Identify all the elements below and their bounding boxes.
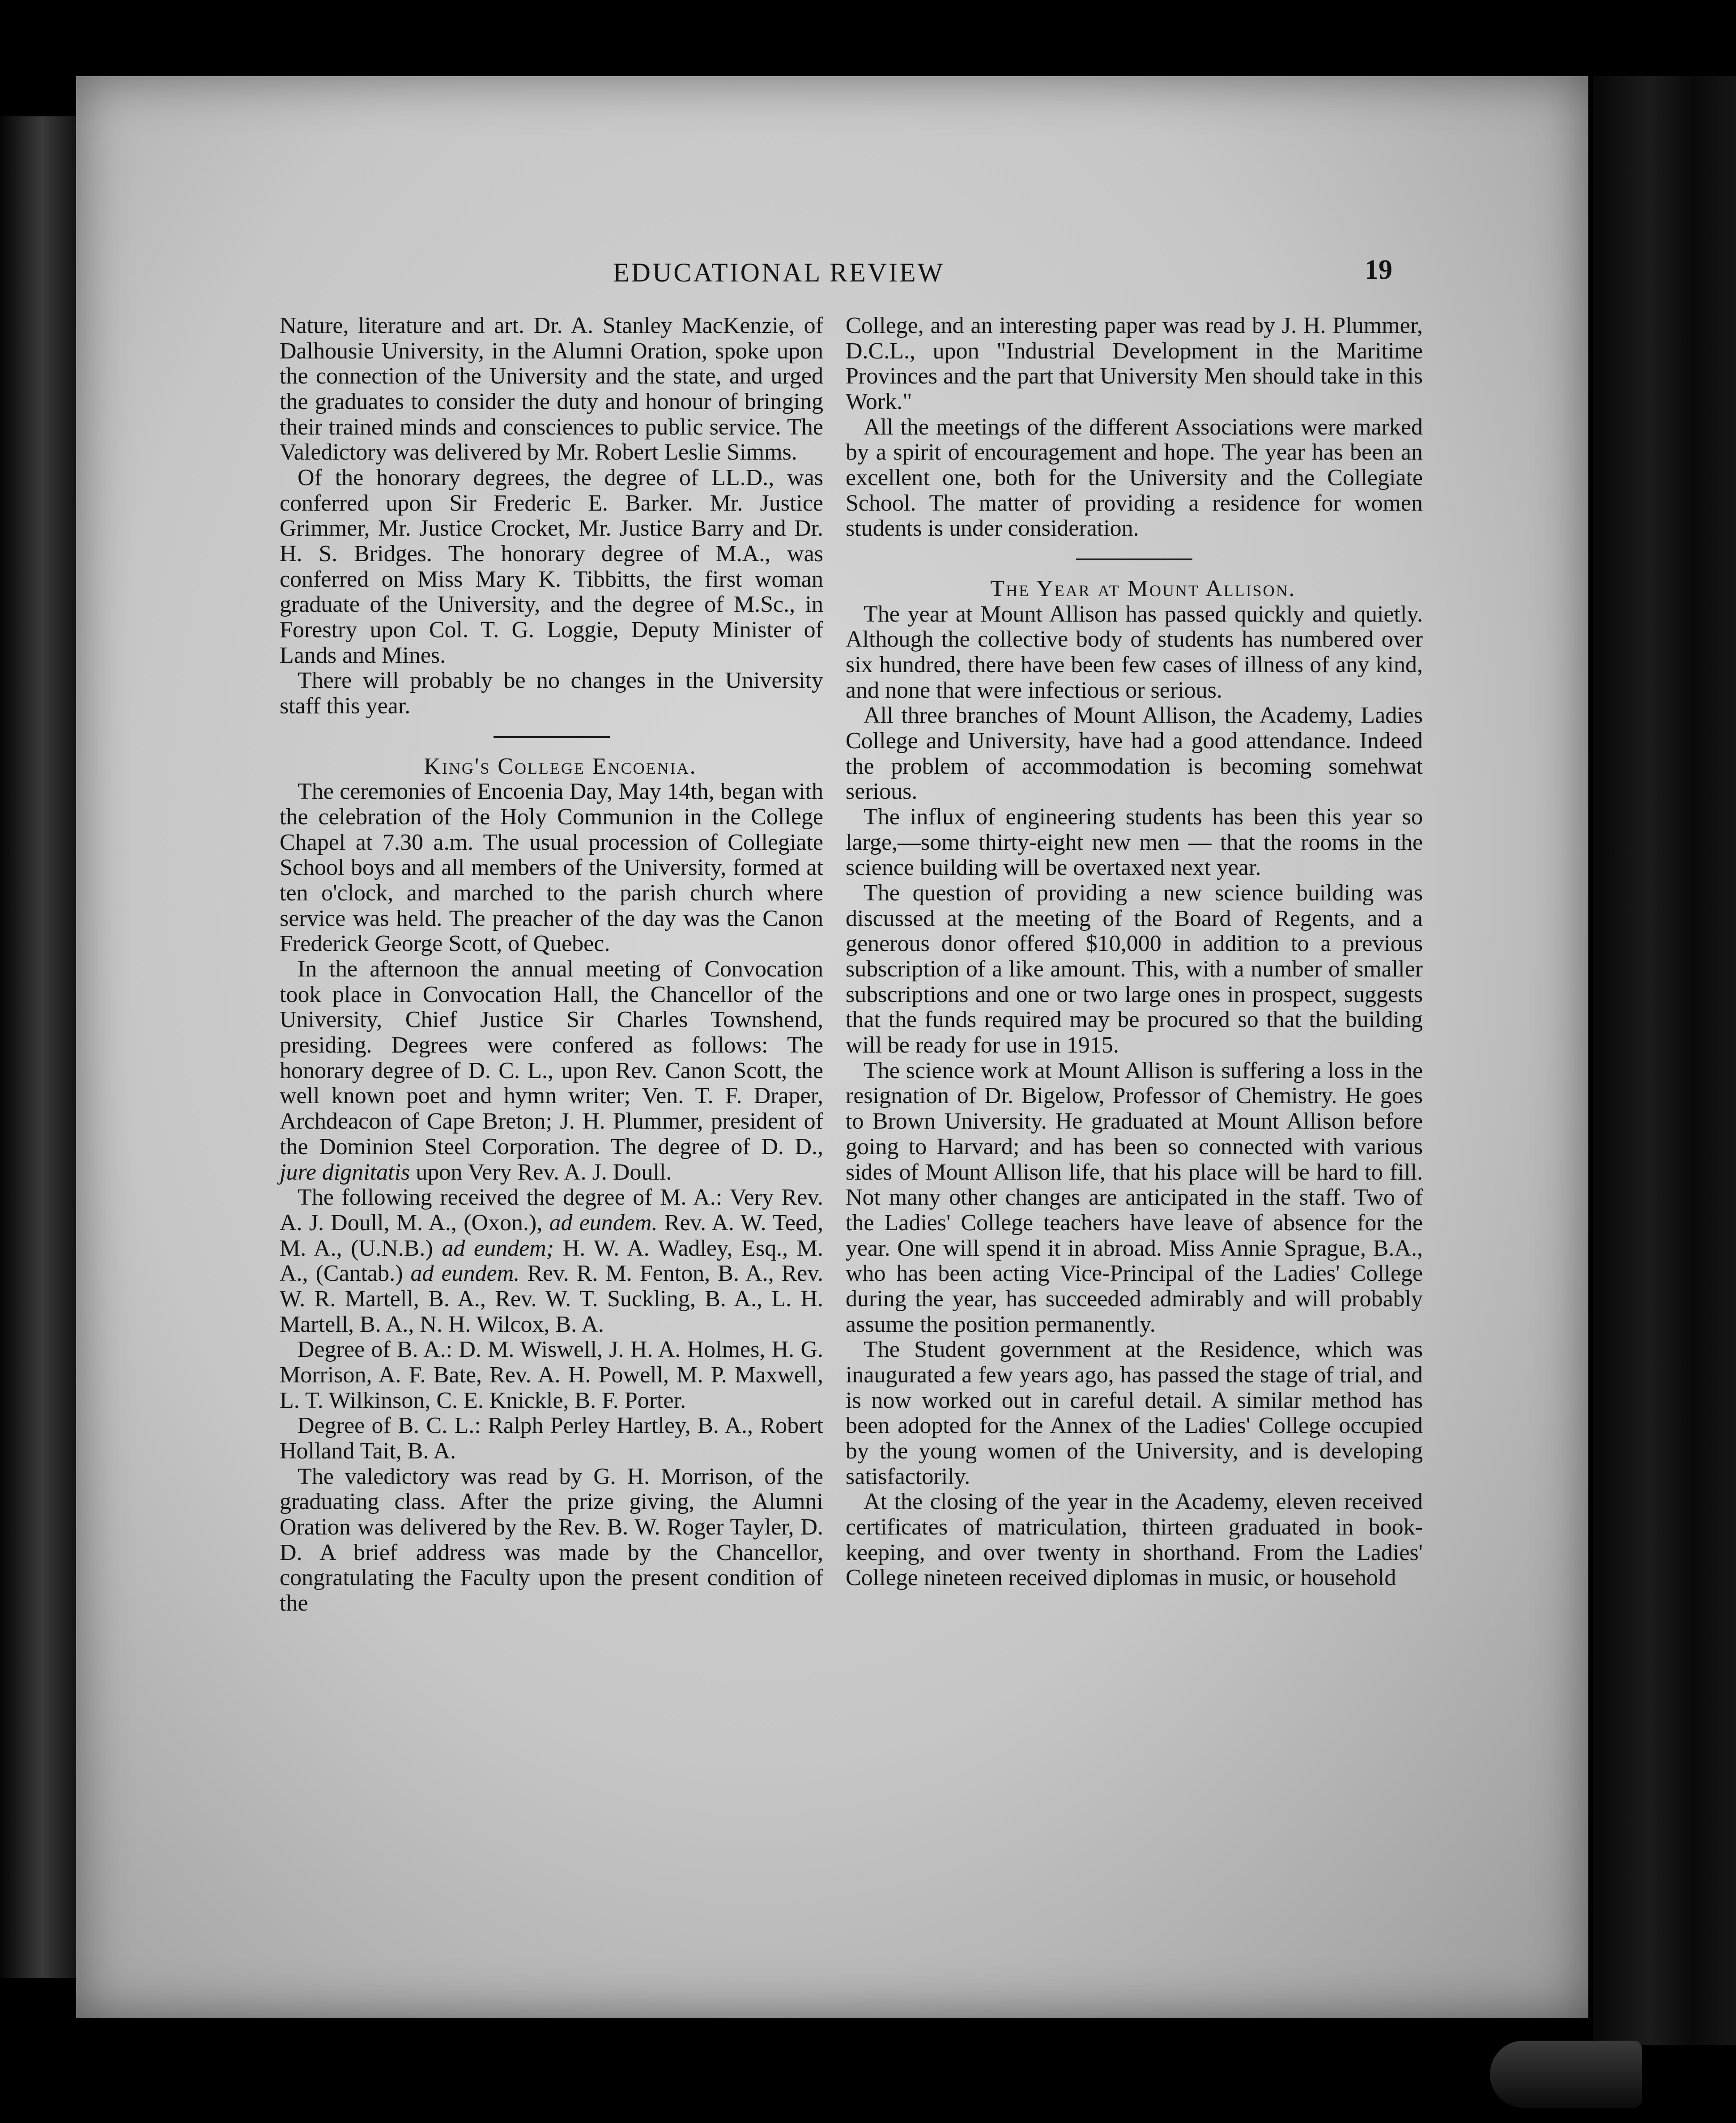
right-column <box>846 313 1423 1591</box>
paragraph <box>280 957 823 1185</box>
section-divider <box>494 736 610 738</box>
section-heading-kings-college: King's College Encoenia. <box>424 753 697 779</box>
paragraph: The valedictory was read by G. H. Morrison, of the graduating class. After the prize giving, the Alumni Oration was delivered by the Rev. B. W. Roger Tayler, D. D. A brief address was made by the Chancellor, congratulating the Faculty upon the present condition of the <box>280 1463 823 1616</box>
paragraph: There will probably be no changes in the University staff this year. <box>280 668 823 719</box>
binder-clip <box>1490 2041 1642 2108</box>
paragraph: All the meetings of the different Associations were marked by a spirit of encouragement and hope. The year has been an excellent one, both for the University and the Collegiate School. The matter of providing a residence for women students is under consideration. <box>846 414 1423 541</box>
paragraph: The year at Mount Allison has passed quickly and quietly. Although the collective body of students has numbered over six hundred, there have been few cases of illness of any kind, and none that were infectious or serious. <box>846 601 1423 703</box>
paragraph: The influx of engineering students has been this year so large,—some thirty-eight new men — that the rooms in the science building will be overtaxed next year. <box>846 804 1423 881</box>
paragraph-text: H. W. A. Wadley, Esq., M. A., (Cantab.) <box>280 1235 824 1287</box>
page-number: 19 <box>1365 255 1392 285</box>
paragraph: Of the honorary degrees, the degree of LL.D., was conferred upon Sir Frederic E. Barker. Mr. Justice Grimmer, Mr. Justice Crocket, Mr. Justice Barry and Dr. H. S. Bridges. The honorary degree of M.A., was conferred on Miss Mary K. Tibbitts, the first woman graduate of the University, and the degree of M.Sc., in Forestry upon Col. T. G. Loggie, Deputy Minister of Lands and Mines. <box>280 465 823 668</box>
paragraph <box>280 1185 823 1337</box>
paragraph: At the closing of the year in the Academy, eleven received certificates of matriculation, thirteen graduated in book-keeping, and over twenty in shorthand. From the Ladies' College nineteen received diplomas in music, or household <box>846 1489 1423 1591</box>
paragraph: The science work at Mount Allison is suffering a loss in the resignation of Dr. Bigelow, Professor of Chemistry. He goes to Brown University. He graduated at Mount Allison before going to Harvard; and has been so connected with various sides of Mount Allison life, that his place will be hard to fill. Not many other changes are anticipated in the staff. Two of the Ladies' College teachers have leave of absence for the year. One will spend it in abroad. Miss Annie Sprague, B.A., who has been acting Vice-Principal of the Ladies' College during the year, has succeeded admirably and will probably assume the position permanently. <box>846 1057 1423 1337</box>
paragraph: The question of providing a new science building was discussed at the meeting of the Board of Regents, and a generous donor offered $10,000 in addition to a previous subscription of a like amount. This, with a number of smaller subscriptions and one or two large ones in prospect, suggests that the funds required may be procured so that the building will be ready for use in 1915. <box>846 880 1423 1058</box>
paragraph: Degree of B. C. L.: Ralph Perley Hartley, B. A., Robert Holland Tait, B. A. <box>280 1413 823 1464</box>
section-divider <box>1076 558 1192 560</box>
italic-latin-phrase: ad eundem. <box>410 1261 520 1287</box>
paragraph: The Student government at the Residence, which was inaugurated a few years ago, has passed the stage of trial, and is now worked out in careful detail. A similar method has been adopted for the Annex of the Ladies' College occupied by the young women of the University, and is developing satisfactorily. <box>846 1337 1423 1489</box>
paragraph-text: upon Very Rev. A. J. Doull. <box>416 1159 672 1185</box>
binding-edge <box>1593 76 1736 2045</box>
paragraph-text: The following received the degree of M. A.: Very Rev. A. J. Doull, M. A., (Oxon.), <box>280 1185 823 1236</box>
italic-latin-phrase: ad eundem. <box>549 1210 658 1236</box>
italic-latin-phrase: jure dignitatis <box>280 1159 410 1185</box>
facing-page-edge <box>0 116 76 1978</box>
paragraph-text: Rev. A. W. Teed, M. A., (U.N.B.) <box>280 1210 824 1261</box>
paragraph: Degree of B. A.: D. M. Wiswell, J. H. A. Holmes, H. G. Morrison, A. F. Bate, Rev. A. H. Powell, M. P. Maxwell, L. T. Wilkinson, C. E. Knickle, B. F. Porter. <box>280 1337 823 1413</box>
paragraph-text: Rev. R. M. Fenton, B. A., Rev. W. R. Martell, B. A., Rev. W. T. Suckling, B. A., L. H. Martell, B. A., N. H. Wilcox, B. A. <box>280 1261 824 1337</box>
left-column <box>280 313 823 1616</box>
paragraph: The ceremonies of Encoenia Day, May 14th, began with the celebration of the Holy Communion in the College Chapel at 7.30 a.m. The usual procession of Collegiate School boys and all members of the University, formed at ten o'clock, and marched to the parish church where service was held. The preacher of the day was the Canon Frederick George Scott, of Quebec. <box>280 779 823 957</box>
running-head: EDUCATIONAL REVIEW <box>613 258 945 287</box>
paragraph: Nature, literature and art. Dr. A. Stanley MacKenzie, of Dalhousie University, in the Alumni Oration, spoke upon the connection of the University and the state, and urged the graduates to consider the duty and honour of bringing their trained minds and consciences to public service. The Valedictory was delivered by Mr. Robert Leslie Simms. <box>280 313 823 465</box>
paragraph: All three branches of Mount Allison, the Academy, Ladies College and University, have had a good attendance. Indeed the problem of accommodation is becoming somehwat serious. <box>846 703 1423 805</box>
paragraph-text: In the afternoon the annual meeting of Convocation took place in Convocation Hall, the Chancellor of the University, Chief Justice Sir Charles Townshend, presiding. Degrees were confered as follows: The honorary degree of D. C. L., upon Rev. Canon Scott, the well known poet and hymn writer; Ven. T. F. Draper, Archdeacon of Cape Breton; J. H. Plummer, president of the Dominion Steel Corporation. The degree of D. D., <box>280 956 823 1160</box>
section-heading-mount-allison: The Year at Mount Allison. <box>990 576 1296 602</box>
italic-latin-phrase: ad eundem; <box>442 1235 554 1261</box>
paragraph: College, and an interesting paper was read by J. H. Plummer, D.C.L., upon "Industrial Development in the Maritime Provinces and the part that University Men should take in this Work." <box>846 313 1423 415</box>
